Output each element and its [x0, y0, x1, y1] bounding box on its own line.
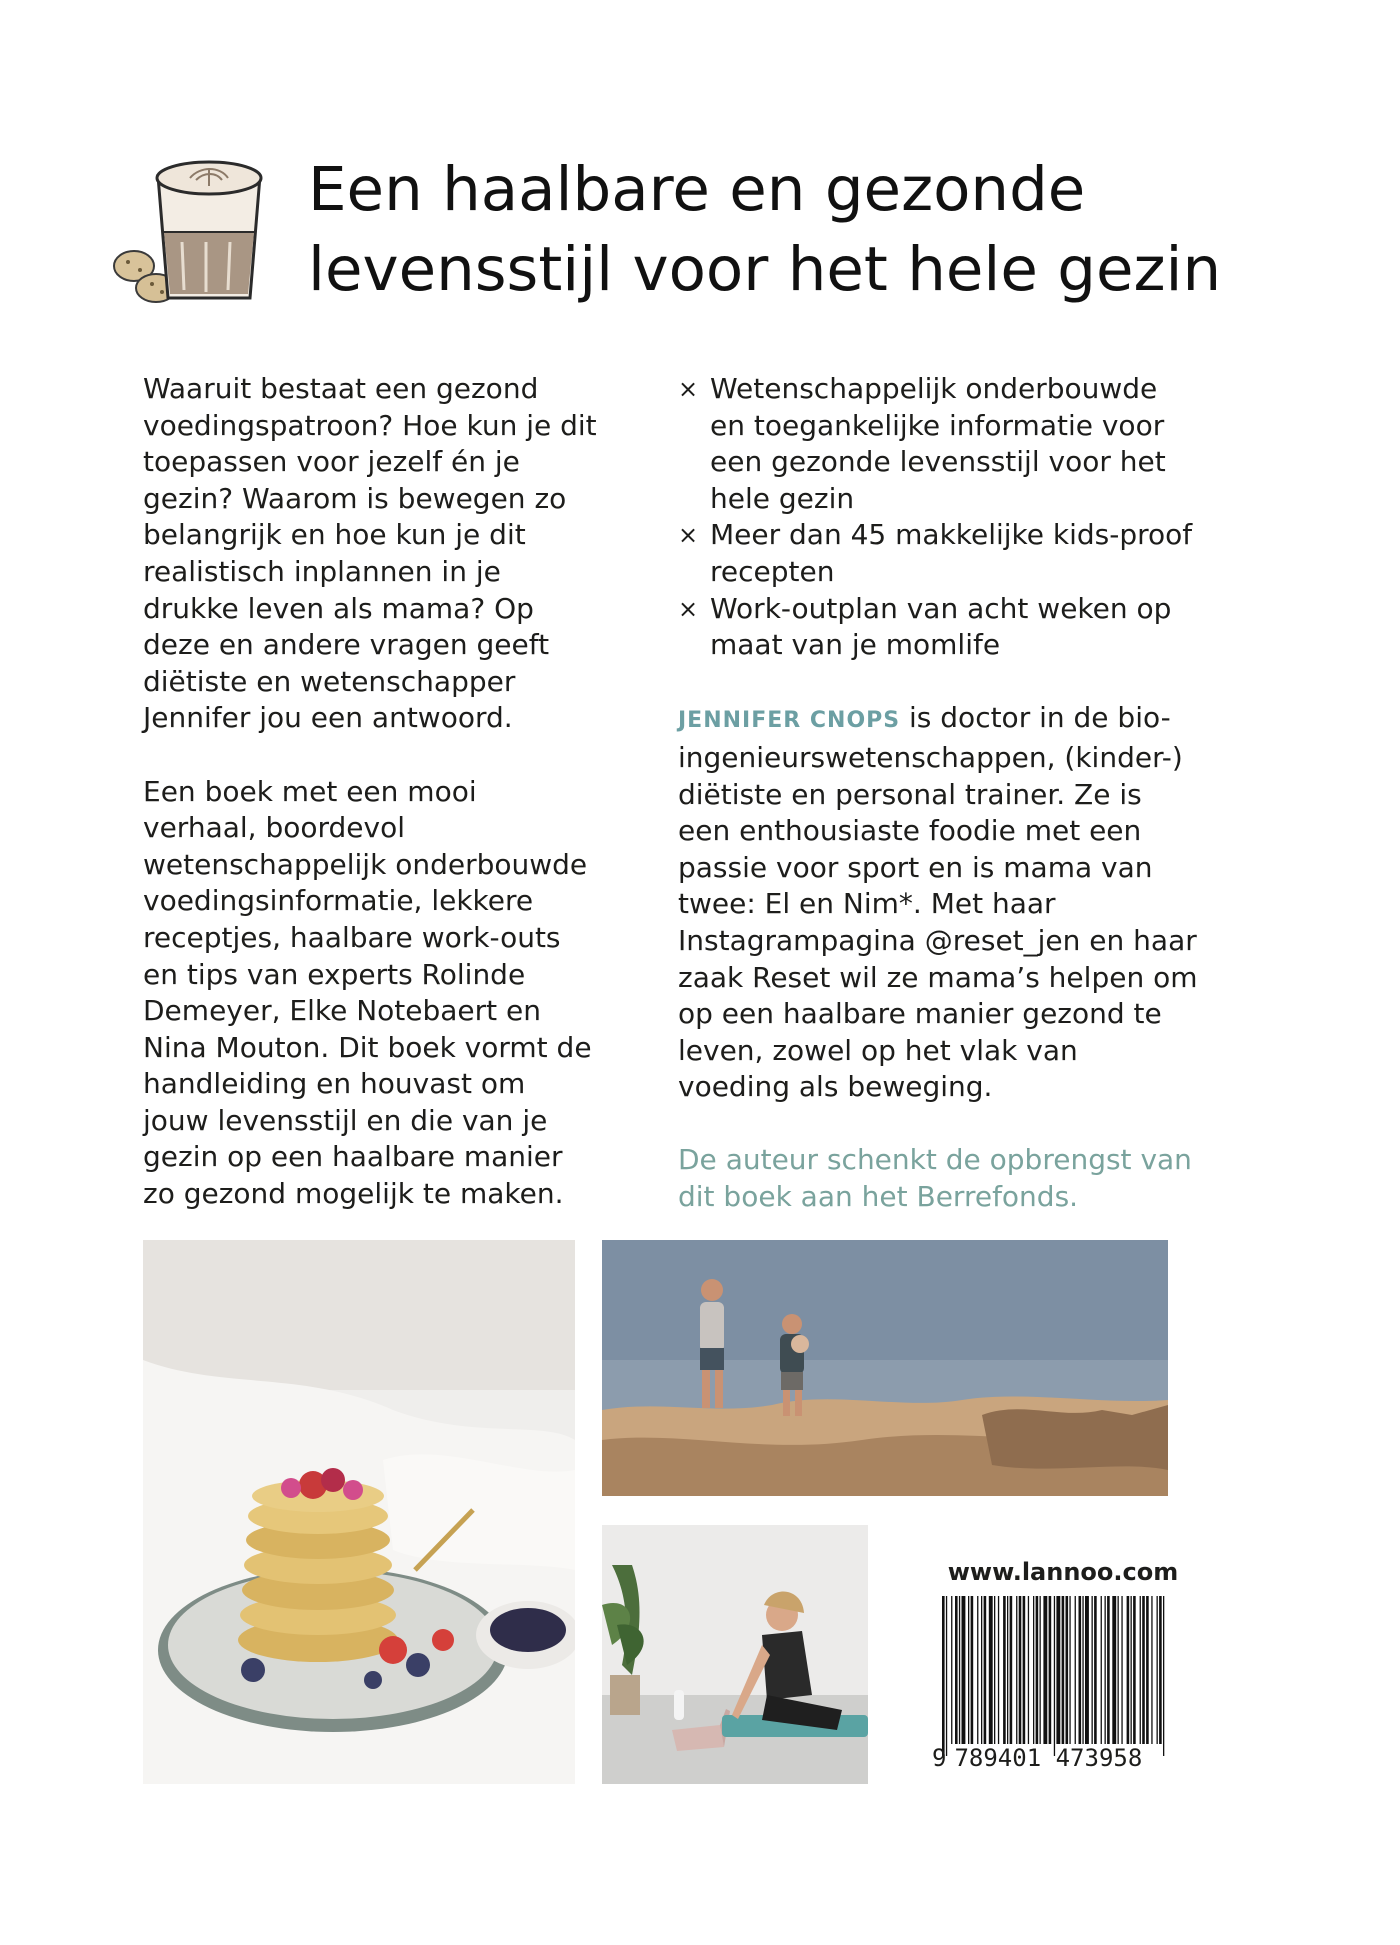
barcode-bar	[1066, 1596, 1069, 1744]
barcode-bar	[1094, 1596, 1097, 1744]
barcode-bar	[1016, 1596, 1017, 1744]
barcode-bar	[1118, 1596, 1119, 1744]
barcode-bar	[1157, 1596, 1158, 1744]
isbn-group-1: 789401	[954, 1744, 1042, 1772]
barcode-bar	[946, 1596, 947, 1756]
barcode-bar	[1036, 1596, 1039, 1744]
barcode-bar	[1040, 1596, 1041, 1744]
barcode-bar	[971, 1596, 974, 1744]
list-item: × Wetenschappelijk onderbouwde en toegankelijke informatie voor een gezonde levensstijl voor het hele gezin	[678, 372, 1166, 515]
page-title	[308, 150, 1308, 310]
isbn-number	[932, 1744, 1172, 1772]
book-description-paragraph: Een boek met een mooi verhaal, boordevol wetenschappelijk onderbouwde voedingsinformatie, lekkere receptjes, haalbare work-outs en tips van experts Rolinde Demeyer, Elke Notebaert en Nina Mouton. Dit boek vormt de handleiding en houvast om jouw levensstijl en die van je gezin op een haalbare manier zo gezond mogelijk te maken.	[143, 774, 592, 1211]
barcode-bar	[1003, 1596, 1006, 1744]
barcode-bar	[942, 1596, 945, 1756]
isbn-barcode	[940, 1596, 1168, 1756]
author-bio-text: is doctor in de bio-ingenieurswetenschappen, (kinder-) diëtiste en personal trainer. Ze is een enthousiaste foodie met een passie voor sport en is mama van twee: El en Nim*. Met haar Instagrampagina @reset_jen en haar zaak Reset wil ze mama’s helpen om op een haalbare manier gezond te leven, zowel op het vlak van voeding als beweging.	[678, 701, 1198, 1104]
latte-cup-icon	[110, 152, 286, 308]
barcode-bar	[1085, 1596, 1089, 1744]
donation-note: De auteur schenkt de opbrengst van dit boek aan het Berrefonds.	[678, 1143, 1192, 1214]
barcode-bar	[959, 1596, 960, 1744]
barcode-bar	[1142, 1596, 1145, 1744]
title-line-2: levensstijl voor het hele gezin	[308, 234, 1222, 305]
workout-photo	[602, 1525, 868, 1784]
barcode-bar	[1105, 1596, 1106, 1744]
isbn-group-2: 473958	[1055, 1744, 1143, 1772]
isbn-lead-digit: 9	[932, 1744, 947, 1772]
barcode-bar	[1146, 1596, 1149, 1744]
author-bio	[678, 700, 1198, 1106]
barcode-bar	[1007, 1596, 1008, 1744]
barcode-bar	[984, 1596, 987, 1744]
barcode-bar	[955, 1596, 958, 1744]
barcode-bar	[1127, 1596, 1130, 1744]
barcode-bar	[998, 1596, 999, 1744]
barcode-bar	[1140, 1596, 1141, 1744]
barcode-bar	[989, 1596, 993, 1744]
intro-paragraph: Waaruit bestaat een gezond voedingspatroon? Hoe kun je dit toepassen voor jezelf én je gezin? Waarom is bewegen zo belangrijk en hoe kun je dit realistisch inplannen in je drukke leven als mama? Op deze en andere vragen geeft diëtiste en wetenschapper Jennifer jou een antwoord.	[143, 372, 597, 735]
cross-bullet-icon: ×	[678, 594, 699, 623]
title-line-1: Een haalbare en gezonde	[308, 154, 1086, 225]
right-column	[678, 371, 1198, 1216]
barcode-bar	[1159, 1596, 1162, 1744]
barcode-bar	[1062, 1596, 1065, 1744]
barcode-bar	[1107, 1596, 1110, 1744]
barcode-bar	[1033, 1596, 1034, 1744]
barcode-bar	[951, 1596, 952, 1744]
publisher-website[interactable]: www.lannoo.com	[947, 1558, 1179, 1586]
feature-list	[678, 371, 1198, 664]
left-column	[143, 371, 598, 1213]
list-item: × Meer dan 45 makkelijke kids-proof recepten	[678, 518, 1193, 588]
barcode-bar	[1028, 1596, 1029, 1744]
barcode-bar	[1069, 1596, 1070, 1744]
barcode-bar	[1101, 1596, 1102, 1744]
author-name: JENNIFER CNOPS	[678, 708, 901, 734]
barcode-bar	[1121, 1596, 1122, 1744]
barcode-bar	[1049, 1596, 1052, 1744]
barcode-bar	[1075, 1596, 1076, 1744]
barcode-bar	[968, 1596, 969, 1744]
barcode-bar	[1151, 1596, 1152, 1744]
barcode-bar	[981, 1596, 982, 1744]
barcode-bar	[977, 1596, 978, 1744]
list-item: × Work-outplan van acht weken op maat van je momlife	[678, 591, 1172, 662]
barcode-bar	[1092, 1596, 1093, 1744]
barcode-bar	[1010, 1596, 1013, 1744]
barcode-bar	[1131, 1596, 1132, 1744]
barcode-bar	[1112, 1596, 1116, 1744]
pancakes-photo	[143, 1240, 575, 1784]
barcode-bar	[1163, 1596, 1164, 1756]
barcode-bar	[1054, 1596, 1055, 1756]
cross-bullet-icon: ×	[678, 521, 699, 550]
hiking-family-photo	[602, 1240, 1168, 1496]
barcode-bar	[1043, 1596, 1047, 1744]
barcode-bar	[1079, 1596, 1082, 1744]
barcode-bar	[962, 1596, 966, 1744]
barcode-bar	[1056, 1596, 1060, 1744]
barcode-bar	[1019, 1596, 1022, 1744]
barcode-bar	[1082, 1596, 1083, 1744]
barcode-bar	[1023, 1596, 1026, 1744]
barcode-bar	[1133, 1596, 1136, 1744]
cross-bullet-icon: ×	[678, 375, 699, 403]
barcode-bar	[994, 1596, 995, 1744]
